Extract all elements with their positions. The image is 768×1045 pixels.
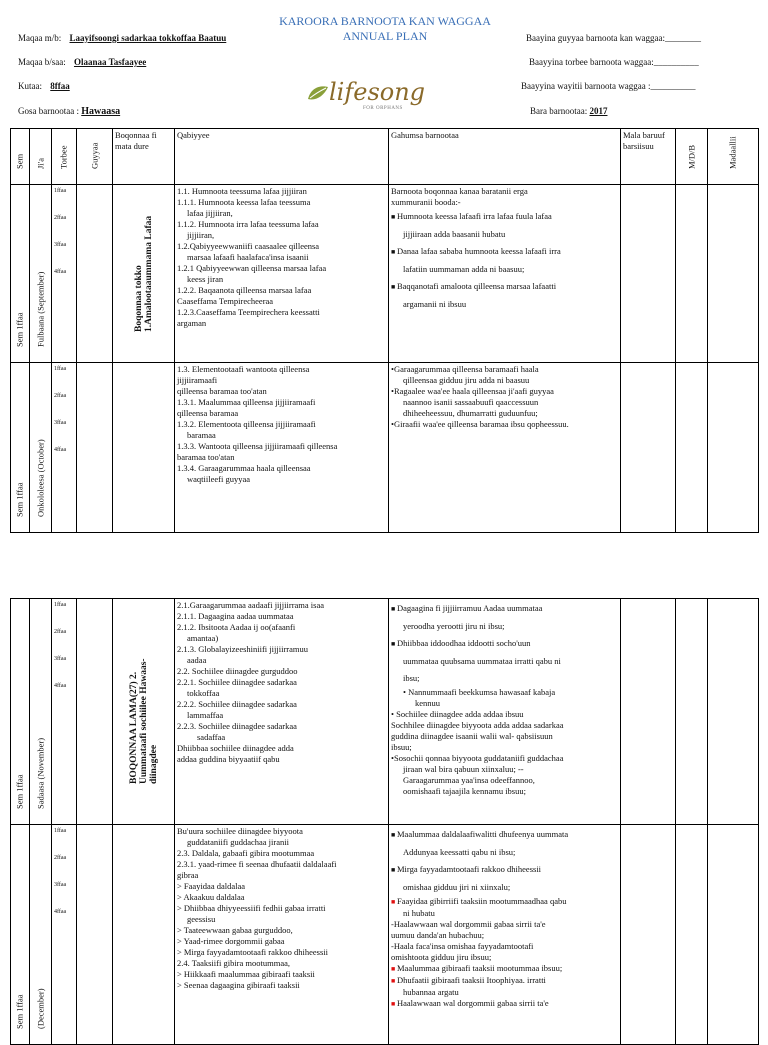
column-header-content: Qabiyyee xyxy=(175,129,389,185)
table-row xyxy=(11,599,759,825)
content-line: > Taateewwaan gabaa gurguddoo, xyxy=(177,925,293,935)
table-row xyxy=(11,363,759,533)
semester-label: Sem 1ffaa xyxy=(14,774,25,809)
content-line: > Mirga fayyadamtootaafi rakkoo dhiheessii xyxy=(177,947,328,957)
content-line: amantaa) xyxy=(187,633,219,643)
year-field xyxy=(530,106,607,117)
activity-line: hubannaa argatu xyxy=(403,987,459,997)
activity-line: oomishaafi tajaajila kennamu ibsuu; xyxy=(403,786,526,796)
content-line: > Yaad-rimee dorgommii gabaa xyxy=(177,936,285,946)
year-label: Bara barnootaa: xyxy=(530,106,588,116)
year-value: 2017 xyxy=(589,106,608,116)
week-label-1: 1ffaa xyxy=(54,188,67,194)
activity-line: ■ Mirga fayyadamtootaafi rakkoo dhiheessii xyxy=(391,861,618,879)
activity-line: ■ Dhiibbaa iddoodhaa iddootti socho'uun xyxy=(391,635,618,653)
week-label-4: 4ffaa xyxy=(54,909,67,915)
content-line: 2.3.1. yaad-rimee fi seenaa dhufaatii daldalaafi xyxy=(177,859,337,869)
content-cell xyxy=(175,825,389,1045)
content-line: qilleensa baramaa too'atan xyxy=(177,386,267,396)
activity-line: ■ Haalawwaan wal dorgommii gabaa sirrii ta'e xyxy=(391,998,618,1010)
column-header-materials: Mala baruuf barsiisuu xyxy=(621,129,676,185)
weeks-cell xyxy=(52,825,77,1045)
activity-line: uummataa quubsama uummataa irratti qabu ni xyxy=(403,656,561,666)
activity-line: ■ Baqqanotafi amaloota qilleensa marsaa lafaatti xyxy=(391,278,618,296)
column-header-sem: Sem xyxy=(11,129,30,185)
grade-label: Kutaa: xyxy=(18,81,42,91)
remark-cell xyxy=(708,363,759,533)
content-line: 2.1.3. Globalayizeeshiniifi jijjiirramuu xyxy=(177,644,309,654)
content-line: sadaffaa xyxy=(197,732,226,742)
unit-cell xyxy=(113,363,175,533)
column-header-mdb: M/D/B xyxy=(676,129,708,185)
semester-label: Sem 1ffaa xyxy=(14,482,25,517)
activity-line: ibsuu; xyxy=(391,742,412,752)
content-line: tokkoffaa xyxy=(187,688,220,698)
day-cell xyxy=(77,825,113,1045)
activity-line: qilleensaa gidduu jiru adda ni baasuu xyxy=(403,375,530,385)
content-line: 1.3.4. Garaagarummaa haala qilleensaa xyxy=(177,463,311,473)
unit-cell xyxy=(113,185,175,363)
annual-weeks-field: Baayyina torbee barnoota waggaa:__________ xyxy=(529,57,699,67)
week-label-4: 4ffaa xyxy=(54,683,67,689)
month-cell xyxy=(30,363,52,533)
activity-line: •Garaagarummaa qilleensa baramaafi haala xyxy=(391,364,539,374)
activity-line: •Giraafii waa'ee qilleensa baramaa ibsu qopheessuu. xyxy=(391,419,569,429)
content-line: Bu'uura sochiilee diinagdee biyyoota xyxy=(177,826,303,836)
unit-title: Boqonnaa tokko 1.Amalootaaummama Lafaa xyxy=(133,215,154,332)
content-line: 2.2.1. Sochiilee diinagdee sadarkaa xyxy=(177,677,297,687)
document-title: KAROORA BARNOOTA KAN WAGGAA xyxy=(279,14,491,28)
activity-line: omishaa gidduu jiri ni xiinxalu; xyxy=(403,882,511,892)
content-cell xyxy=(175,599,389,825)
activity-line: Garaagarummaa yaa'insa odeeffannoo, xyxy=(403,775,535,785)
annual-plan-table-2 xyxy=(10,598,759,1045)
month-cell xyxy=(30,599,52,825)
mdb-cell xyxy=(676,599,708,825)
week-label-4: 4ffaa xyxy=(54,447,67,453)
grade-value: 8ffaa xyxy=(50,81,70,91)
lifesong-logo xyxy=(307,76,426,116)
content-line: 1.2.2. Baqaanota qilleensa marsaa lafaa xyxy=(177,285,312,295)
content-line: 1.3.3. Wantoota qilleensa jijjiiramaafi qilleensa xyxy=(177,441,338,451)
content-line: addaa guddina biyyaatiif qabu xyxy=(177,754,280,764)
materials-cell xyxy=(621,825,676,1045)
activity-line: uumuu danda'an hubachuu; xyxy=(391,930,485,940)
remark-cell xyxy=(708,599,759,825)
content-line: 1.3. Elementootaafi wantoota qilleensa xyxy=(177,364,310,374)
annual-days-field: Baayina guyyaa barnoota kan waggaa:________ xyxy=(526,33,701,43)
weeks-cell xyxy=(52,185,77,363)
content-line: baramaa xyxy=(187,430,216,440)
semester-label: Sem 1ffaa xyxy=(14,312,25,347)
day-cell xyxy=(77,599,113,825)
activity-cell xyxy=(389,599,621,825)
month-cell xyxy=(30,825,52,1045)
activity-line: ■ Dhufaatii gibiraafi taaksii Itoophiyaa. irratti xyxy=(391,975,618,987)
activity-cell xyxy=(389,185,621,363)
content-line: Dhiibbaa sochiilee diinagdee adda xyxy=(177,743,294,753)
activity-line: ■ Humnoota keessa lafaafi irra lafaa fuula lafaa xyxy=(391,208,618,226)
week-label-2: 2ffaa xyxy=(54,393,67,399)
content-line: > Faayidaa daldalaa xyxy=(177,881,246,891)
activity-line: naannoo isanii sassaabuufi qaaccessuun xyxy=(403,397,539,407)
activity-line: jijjiiraan adda baasanii hubatu xyxy=(403,229,506,239)
column-header-activity: Gahumsa barnootaa xyxy=(389,129,621,185)
document-subtitle: ANNUAL PLAN xyxy=(342,29,428,43)
activity-line: -Haala faca'insa omishaa fayyadamtootafi xyxy=(391,941,534,951)
activity-line: •Sosochii qonnaa biyyoota guddataniifi guddachaa xyxy=(391,753,564,763)
month-label: Sadaasa (November) xyxy=(35,737,45,809)
content-line: Caaseffama Tempirecheeraa xyxy=(177,296,274,306)
content-cell xyxy=(175,363,389,533)
week-label-2: 2ffaa xyxy=(54,215,67,221)
content-line: 2.2.2. Sochiilee diinagdee sadarkaa xyxy=(177,699,297,709)
content-line: > Akaakuu daldalaa xyxy=(177,892,245,902)
content-line: 2.1.1. Dagaagina aadaa uummataa xyxy=(177,611,294,621)
activity-line: ■ Maalummaa gibiraafi taaksii mootummaa ibsuu; xyxy=(391,963,618,975)
content-line: 2.2. Sochiilee diinagdee gurguddoo xyxy=(177,666,298,676)
activity-line: xummuranii booda:- xyxy=(391,197,461,207)
column-header-unit: Boqonnaa fi mata dure xyxy=(113,129,175,185)
content-line: lammaffaa xyxy=(187,710,224,720)
activity-line: Sochhilee diinagdee biyyoota adda addaa sadarkaa xyxy=(391,720,564,730)
content-line: 1.3.2. Elementoota qilleensa jijjiiramaafi xyxy=(177,419,316,429)
content-line: 1.1. Humnoota teessuma lafaa jijjiiran xyxy=(177,186,307,196)
content-line: aadaa xyxy=(187,655,207,665)
logo-text: lifesong xyxy=(329,78,426,106)
materials-cell xyxy=(621,599,676,825)
mdb-cell xyxy=(676,363,708,533)
school-value: Laayifsoongi sadarkaa tokkoffaa Baatuu xyxy=(69,33,227,43)
content-line: guddataniifi guddachaa jiranii xyxy=(187,837,289,847)
month-label: Onkololeesa (October) xyxy=(35,439,45,517)
column-header-remark: Madaallii xyxy=(708,129,759,185)
activity-line: ni hubatu xyxy=(403,908,435,918)
content-line: jijjiiramaafi xyxy=(177,375,218,385)
table-header-row xyxy=(11,129,759,185)
content-line: gibraa xyxy=(177,870,199,880)
week-label-2: 2ffaa xyxy=(54,855,67,861)
content-line: 1.2.Qabiyyeewwaniifi caasaalee qilleensa xyxy=(177,241,320,251)
remark-cell xyxy=(708,185,759,363)
content-line: jijjiiran, xyxy=(187,230,215,240)
activity-line: Barnoota boqonnaa kanaa baratanii erga xyxy=(391,186,528,196)
content-line: > Dhiibbaa dhiyyeessiifi fedhii gabaa irratti xyxy=(177,903,326,913)
column-header-month: Ji'a xyxy=(30,129,52,185)
materials-cell xyxy=(621,363,676,533)
week-label-4: 4ffaa xyxy=(54,269,67,275)
column-header-week: Torbee xyxy=(52,129,77,185)
content-line: > Hiikkaafi maalummaa gibiraafi taaksii xyxy=(177,969,315,979)
week-label-1: 1ffaa xyxy=(54,828,67,834)
activity-cell xyxy=(389,363,621,533)
activity-line: kennuu xyxy=(415,698,441,708)
semester-label: Sem 1ffaa xyxy=(14,994,25,1029)
week-label-3: 3ffaa xyxy=(54,656,67,662)
content-line: 1.2.1 Qabiyyeewwan qilleensa marsaa lafaa xyxy=(177,263,327,273)
subject-label: Gosa barnootaa : xyxy=(18,106,79,116)
content-line: lafaa jijjiiran, xyxy=(187,208,233,218)
content-line: baramaa too'atan xyxy=(177,452,235,462)
activity-line: guddina diinagdee isaanii walii wal- qabsiisuun xyxy=(391,731,553,741)
content-line: 1.2.3.Caaseffama Teempirechera keessatti xyxy=(177,307,320,317)
activity-line: •Ragaalee waa'ee haala qilleensaa ji'aafi guyyaa xyxy=(391,386,554,396)
activity-line: omishtoota gidduu jiru ibsuu; xyxy=(391,952,492,962)
activity-line: jiraan wal bira qabuun xiinxaluu; -- xyxy=(403,764,524,774)
week-label-3: 3ffaa xyxy=(54,420,67,426)
unit-cell xyxy=(113,599,175,825)
weeks-cell xyxy=(52,363,77,533)
annual-plan-table-1 xyxy=(10,128,759,533)
content-line: 2.2.3. Sochiilee diinagdee sadarkaa xyxy=(177,721,297,731)
column-header-day: Guyyaa xyxy=(77,129,113,185)
teacher-label: Maqaa b/saa: xyxy=(18,57,66,67)
activity-line: ■ Faayidaa gibirriifi taaksiin mootummaadhaa qabu xyxy=(391,896,618,908)
semester-cell xyxy=(11,825,30,1045)
activity-cell xyxy=(389,825,621,1045)
week-label-3: 3ffaa xyxy=(54,242,67,248)
content-line: 2.1.2. Ibsitoota Aadaa ij oo(afaanfi xyxy=(177,622,296,632)
activity-line: ■ Danaa lafaa sababa humnoota keessa lafaafi irra xyxy=(391,243,618,261)
mdb-cell xyxy=(676,825,708,1045)
subject-value: Hawaasa xyxy=(81,106,121,117)
week-label-2: 2ffaa xyxy=(54,629,67,635)
weeks-cell xyxy=(52,599,77,825)
teacher-field xyxy=(18,57,146,68)
leaf-icon xyxy=(307,84,329,102)
school-field xyxy=(18,33,226,44)
content-line: 1.1.1. Humnoota keessa lafaa teessuma xyxy=(177,197,311,207)
content-line: argaman xyxy=(177,318,207,328)
document-header xyxy=(0,0,768,128)
table-row xyxy=(11,185,759,363)
day-cell xyxy=(77,363,113,533)
materials-cell xyxy=(621,185,676,363)
annual-periods-field: Baayyina wayitii barnoota waggaa :__________ xyxy=(521,81,696,91)
content-line: > Seenaa dagaagina gibiraafi taaksii xyxy=(177,980,300,990)
content-line: 1.3.1. Maalummaa qilleensa jijjiiramaafi xyxy=(177,397,316,407)
month-cell xyxy=(30,185,52,363)
content-line: 2.4. Taaksiifi gibira mootummaa, xyxy=(177,958,291,968)
mdb-cell xyxy=(676,185,708,363)
activity-line: ■ Maalummaa daldalaafiwalitti dhufeenya uummata xyxy=(391,826,618,844)
content-line: keess jiran xyxy=(187,274,224,284)
activity-line: dhiheeheessuu, dhumarratti guduunfuu; xyxy=(403,408,538,418)
week-label-1: 1ffaa xyxy=(54,366,67,372)
school-label: Maqaa m/b: xyxy=(18,33,62,43)
subject-field xyxy=(18,106,120,117)
activity-line: -Haalawwaan wal dorgommii gabaa sirrii ta'e xyxy=(391,919,546,929)
activity-line: • Nannummaafi beekkumsa hawasaaf kabaja xyxy=(403,687,556,697)
teacher-value: Olaanaa Tasfaayee xyxy=(73,57,147,67)
table-row xyxy=(11,825,759,1045)
day-cell xyxy=(77,185,113,363)
content-line: marsaa lafaafi haalafaca'insa isaanii xyxy=(187,252,309,262)
grade-field xyxy=(18,81,70,92)
activity-line: • Sochiilee diinagdee adda addaa ibsuu xyxy=(391,709,524,719)
activity-line: lafatiin uummaman adda ni baasuu; xyxy=(403,264,525,274)
logo-tagline: FOR ORPHANS xyxy=(363,106,403,111)
content-line: qilleensa baramaa xyxy=(177,408,239,418)
activity-line: Addunyaa keessatti qabu ni ibsu; xyxy=(403,847,516,857)
activity-line: argamanii ni ibsuu xyxy=(403,299,467,309)
semester-cell xyxy=(11,185,30,363)
week-label-3: 3ffaa xyxy=(54,882,67,888)
semester-cell xyxy=(11,363,30,533)
content-cell xyxy=(175,185,389,363)
week-label-1: 1ffaa xyxy=(54,602,67,608)
content-line: 1.1.2. Humnoota irra lafaa teessuma lafaa xyxy=(177,219,319,229)
remark-cell xyxy=(708,825,759,1045)
month-label: (December) xyxy=(35,988,45,1029)
month-label: Fulbaana (September) xyxy=(35,271,45,347)
activity-line: ■ Dagaagina fi jijjiirramuu Aadaa uummataa xyxy=(391,600,618,618)
content-line: geessisu xyxy=(187,914,216,924)
unit-title: BOQONNAA LAMA(27) 2. Uummataafi sochiilee Hawaas-diinagdee xyxy=(128,658,159,784)
semester-cell xyxy=(11,599,30,825)
content-line: 2.3. Daldala, gabaafi gibira mootummaa xyxy=(177,848,315,858)
unit-cell xyxy=(113,825,175,1045)
activity-line: ibsu; xyxy=(403,673,420,683)
content-line: 2.1.Garaagarummaa aadaafi jijjiirrama isaa xyxy=(177,600,325,610)
content-line: waqtiileefi guyyaa xyxy=(187,474,251,484)
activity-line: yeroodha yerootti jiru ni ibsu; xyxy=(403,621,505,631)
